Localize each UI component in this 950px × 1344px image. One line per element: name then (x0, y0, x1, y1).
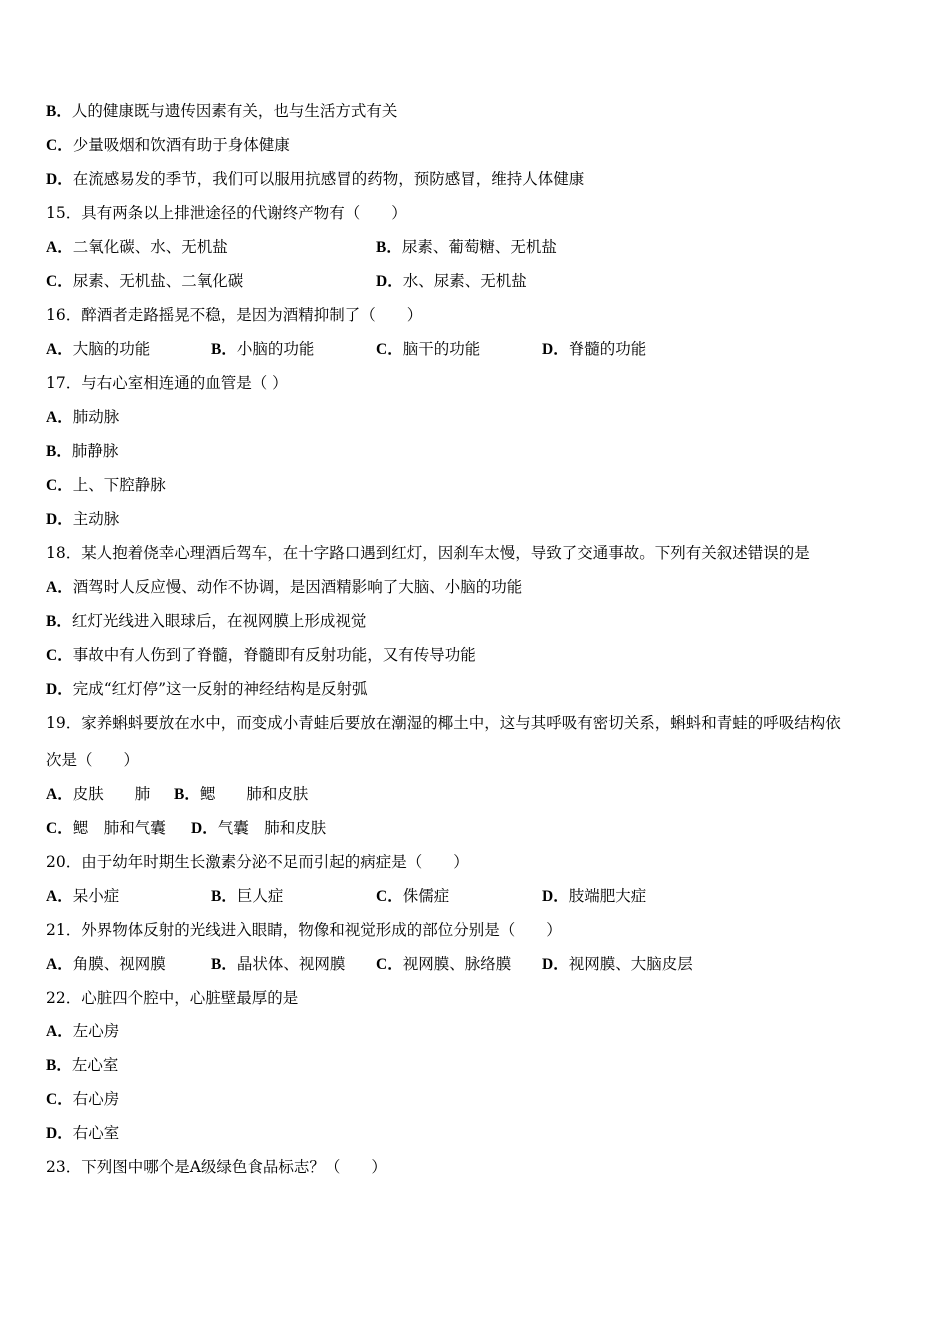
option-letter: B． (46, 443, 72, 460)
option-text: 视网膜、脉络膜 (402, 955, 512, 973)
option-letter: B． (174, 786, 200, 803)
option-text: 脊髓的功能 (568, 340, 647, 358)
q17-option-a (46, 407, 119, 428)
option-letter: C． (46, 137, 73, 154)
q16-option-a (46, 339, 150, 360)
q16-option-c (376, 339, 480, 360)
option-letter: B． (46, 103, 72, 120)
q21-option-a (46, 954, 166, 975)
option-text: 角膜、视网膜 (72, 955, 166, 973)
q17-option-b (46, 441, 118, 462)
option-text: 在流感易发的季节，我们可以服用抗感冒的药物，预防感冒，维持人体健康 (72, 170, 585, 188)
option-text: 肢端肥大症 (568, 887, 647, 905)
q20-option-a (46, 886, 119, 907)
option-text: 鳃 肺和气囊 (72, 819, 166, 837)
q21-option-b (211, 954, 345, 975)
q19-option-a (46, 784, 150, 805)
option-letter: B． (211, 341, 237, 358)
option-letter: D． (542, 341, 569, 358)
option-letter: A． (46, 409, 73, 426)
option-text: 完成“红灯停”这一反射的神经结构是反射弧 (72, 680, 368, 698)
option-letter: C． (46, 820, 73, 837)
q16-option-b (211, 339, 314, 360)
q21-stem: 21．外界物体反射的光线进入眼睛，物像和视觉形成的部位分别是（ ） (46, 921, 562, 939)
option-letter: D． (542, 956, 569, 973)
option-letter: D． (46, 1125, 73, 1142)
q15-option-b (376, 237, 557, 258)
q19-stem-line1: 19．家养蝌蚪要放在水中，而变成小青蛙后要放在潮湿的椰土中，这与其呼吸有密切关系，蝌蚪和青蛙的呼吸结构依 (46, 714, 841, 732)
option-text: 鳃 肺和皮肤 (199, 785, 309, 803)
q16-stem: 16．醉酒者走路摇晃不稳，是因为酒精抑制了（ ） (46, 306, 423, 324)
q19-option-c (46, 818, 166, 839)
option-letter: D． (191, 820, 218, 837)
q21-option-c (376, 954, 511, 975)
option-letter: C． (376, 888, 403, 905)
option-text: 脑干的功能 (402, 340, 481, 358)
option-letter: C． (376, 956, 403, 973)
option-text: 酒驾时人反应慢、动作不协调，是因酒精影响了大脑、小脑的功能 (72, 578, 523, 596)
q17-option-c (46, 475, 166, 496)
option-text: 肺动脉 (72, 408, 120, 426)
q18-option-c (46, 645, 476, 666)
q19-stem-line2: 次是（ ） (46, 751, 140, 769)
q14-option-b (46, 101, 397, 122)
q18-option-d (46, 679, 368, 700)
option-letter: B． (376, 239, 402, 256)
option-text: 左心室 (71, 1056, 119, 1074)
option-letter: D． (376, 273, 403, 290)
option-letter: C． (46, 1091, 73, 1108)
option-letter: A． (46, 786, 73, 803)
option-letter: B． (46, 613, 72, 630)
option-letter: A． (46, 579, 73, 596)
option-letter: C． (376, 341, 403, 358)
option-text: 肺静脉 (71, 442, 119, 460)
q17-option-d (46, 509, 119, 530)
q22-option-c (46, 1089, 119, 1110)
q15-option-a (46, 237, 228, 258)
option-text: 上、下腔静脉 (72, 476, 166, 494)
option-letter: A． (46, 239, 73, 256)
option-letter: C． (46, 647, 73, 664)
q15-stem: 15．具有两条以上排泄途径的代谢终产物有（ ） (46, 204, 407, 222)
option-letter: A． (46, 341, 73, 358)
q17-stem: 17．与右心室相连通的血管是（ ） (46, 374, 288, 392)
q23-stem: 23．下列图中哪个是A级绿色食品标志？（ ） (46, 1158, 387, 1176)
option-text: 少量吸烟和饮酒有助于身体健康 (72, 136, 290, 154)
q20-option-b (211, 886, 283, 907)
option-text: 小脑的功能 (236, 340, 315, 358)
q19-option-b (174, 784, 308, 805)
option-text: 呆小症 (72, 887, 120, 905)
option-text: 皮肤 肺 (72, 785, 151, 803)
option-letter: D． (46, 681, 73, 698)
option-text: 视网膜、大脑皮层 (568, 955, 693, 973)
q22-stem: 22．心脏四个腔中，心脏壁最厚的是 (46, 989, 299, 1007)
option-letter: D． (46, 171, 73, 188)
option-text: 红灯光线进入眼球后，在视网膜上形成视觉 (71, 612, 367, 630)
option-letter: A． (46, 956, 73, 973)
option-text: 右心房 (72, 1090, 120, 1108)
option-letter: D． (542, 888, 569, 905)
option-letter: B． (211, 888, 237, 905)
option-letter: D． (46, 511, 73, 528)
option-text: 气囊 肺和皮肤 (217, 819, 327, 837)
q18-option-a (46, 577, 522, 598)
q20-stem: 20．由于幼年时期生长激素分泌不足而引起的病症是（ ） (46, 853, 469, 871)
q22-option-d (46, 1123, 119, 1144)
option-letter: A． (46, 1023, 73, 1040)
q15-option-c (46, 271, 243, 292)
option-text: 人的健康既与遗传因素有关，也与生活方式有关 (71, 102, 398, 120)
option-text: 晶状体、视网膜 (236, 955, 346, 973)
q20-option-d (542, 886, 646, 907)
option-text: 事故中有人伤到了脊髓，脊髓即有反射功能，又有传导功能 (72, 646, 476, 664)
option-text: 大脑的功能 (72, 340, 151, 358)
option-letter: B． (46, 1057, 72, 1074)
option-letter: C． (46, 477, 73, 494)
option-text: 二氧化碳、水、无机盐 (72, 238, 228, 256)
option-text: 主动脉 (72, 510, 120, 528)
option-text: 巨人症 (236, 887, 284, 905)
option-text: 水、尿素、无机盐 (402, 272, 527, 290)
q16-option-d (542, 339, 646, 360)
option-letter: A． (46, 888, 73, 905)
option-text: 尿素、葡萄糖、无机盐 (401, 238, 557, 256)
q18-option-b (46, 611, 366, 632)
q19-option-d (191, 818, 326, 839)
q22-option-b (46, 1055, 118, 1076)
option-letter: B． (211, 956, 237, 973)
option-letter: C． (46, 273, 73, 290)
option-text: 左心房 (72, 1022, 120, 1040)
q22-option-a (46, 1021, 119, 1042)
q20-option-c (376, 886, 449, 907)
option-text: 右心室 (72, 1124, 120, 1142)
q21-option-d (542, 954, 693, 975)
option-text: 尿素、无机盐、二氧化碳 (72, 272, 244, 290)
q14-option-c (46, 135, 290, 156)
q15-option-d (376, 271, 527, 292)
option-text: 侏儒症 (402, 887, 450, 905)
q18-stem: 18．某人抱着侥幸心理酒后驾车，在十字路口遇到红灯，因刹车太慢，导致了交通事故。下列有关叙述错误的是 (46, 544, 810, 562)
q14-option-d (46, 169, 584, 190)
